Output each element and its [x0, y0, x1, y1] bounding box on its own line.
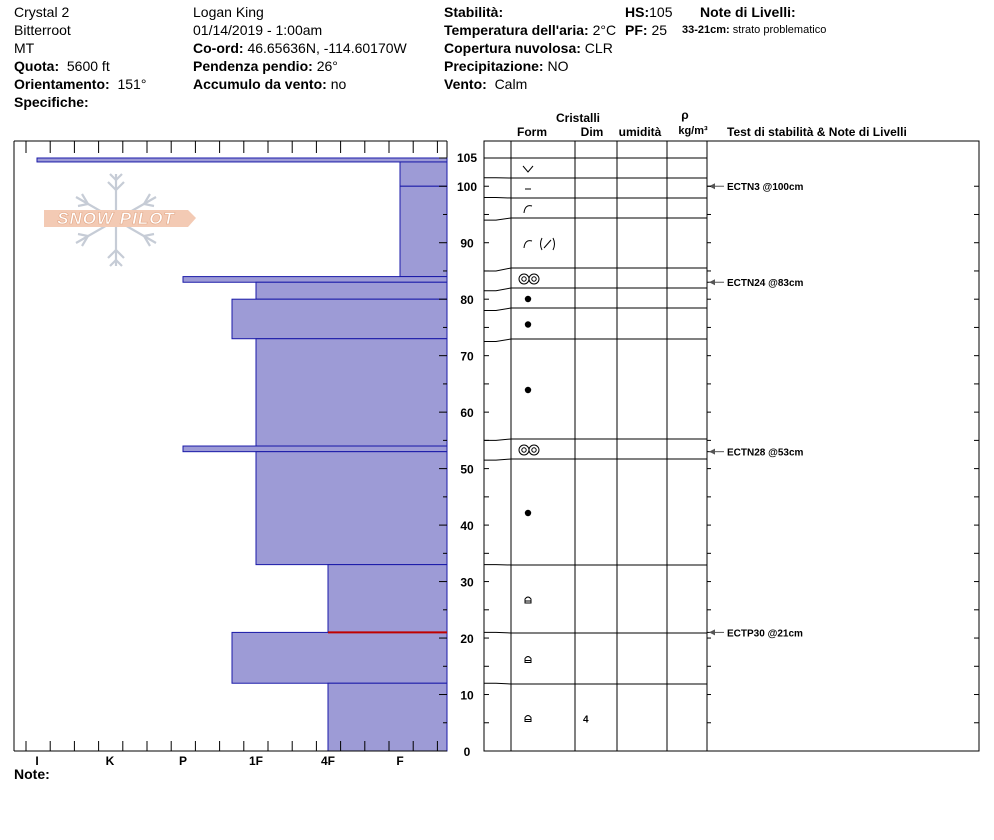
sky-label: Copertura nuvolosa: [444, 40, 581, 56]
decomposing-fragment-icon [524, 206, 532, 213]
height-tick-label: 20 [460, 632, 474, 647]
hardness-layer [328, 683, 447, 751]
height-tick-label: 60 [460, 406, 474, 421]
hardness-layer [232, 299, 447, 339]
hardness-layer [400, 186, 447, 276]
height-tick-label: 0 [463, 745, 471, 759]
rounded-grain-icon [525, 296, 531, 302]
paren-close-icon [553, 238, 555, 250]
layer-connector [484, 459, 511, 460]
hardness-tick-label: F [396, 754, 404, 768]
notes-label: Note: [14, 766, 50, 782]
hardness-tick-label: P [178, 754, 188, 768]
pf-value: 25 [651, 22, 668, 38]
decomposing-fragment-icon [524, 241, 532, 248]
header-size: Dim [580, 125, 604, 139]
paren-open-icon [541, 238, 543, 250]
crystal-size: 4 [583, 714, 589, 726]
layer-note-text: strato problematico [732, 24, 827, 36]
melt-form-icon [525, 657, 531, 663]
observer-name: Logan King [193, 4, 264, 20]
layer-notes-title: Note di Livelli: [700, 4, 796, 20]
layer-connector [484, 683, 511, 684]
hardness-layer [183, 277, 447, 283]
header-moisture: umidità [618, 125, 662, 139]
hardness-tick-label: I [35, 754, 39, 768]
height-tick-label: 70 [460, 349, 474, 364]
double-circle-icon [519, 274, 529, 284]
stability-test-label: ECTP30 @21cm [727, 628, 803, 640]
hs-label: HS: [625, 4, 650, 20]
specifics-label: Specifiche: [14, 94, 89, 110]
hs-value: 105 [649, 4, 673, 20]
layer-note-range: 33-21cm: [682, 24, 730, 36]
hardness-layer [256, 282, 447, 299]
stability-test-label: ECTN3 @100cm [727, 182, 804, 194]
header-form: Form [517, 125, 547, 139]
hardness-layer [328, 565, 447, 633]
hardness-tick-label: 1F [248, 754, 264, 768]
melt-form-icon [525, 597, 531, 603]
header-rho: ρ [681, 108, 689, 122]
faceted-slash-icon [544, 240, 551, 248]
wind-load-label: Accumulo da vento: [193, 76, 327, 92]
observation-datetime: 01/14/2019 - 1:00am [193, 22, 323, 38]
height-tick-label: 105 [456, 151, 478, 165]
double-circle-icon [519, 445, 529, 455]
stability-test-label: ECTN24 @83cm [727, 278, 804, 290]
coord-label: Co-ord: [193, 40, 244, 56]
slope-label: Pendenza pendio: [193, 58, 313, 74]
height-tick-label: 30 [460, 575, 474, 590]
height-tick-label: 100 [456, 180, 478, 195]
table-frame [484, 141, 979, 751]
double-circle-inner [522, 277, 526, 281]
sky-value: CLR [584, 40, 613, 56]
hardness-tick-label: K [105, 754, 115, 768]
aspect-value: 151° [117, 76, 147, 92]
wind-label: Vento: [444, 76, 487, 92]
hardness-layer [37, 158, 447, 162]
double-circle-inner [532, 277, 536, 281]
hardness-layer [232, 632, 447, 683]
logo-text: SNOW PILOT [57, 209, 175, 228]
double-circle-inner [522, 448, 526, 452]
layer-connector [484, 288, 511, 291]
hardness-tick-label: 4F [320, 754, 336, 768]
header-density-unit: kg/m³ [678, 125, 708, 137]
hardness-graph [14, 141, 477, 768]
rounded-grain-icon [525, 387, 531, 393]
elevation-label: Quota: [14, 58, 60, 74]
hardness-layer [256, 452, 447, 565]
layer-connector [484, 218, 511, 220]
coord-value: 46.65636N, -114.60170W [247, 40, 407, 56]
height-tick-label: 80 [460, 293, 474, 308]
precip-label: Precipitazione: [444, 58, 544, 74]
test-arrowhead [709, 279, 715, 285]
air-temp-label: Temperatura dell'aria: [444, 22, 589, 38]
test-arrowhead [709, 629, 715, 635]
hardness-layer [256, 339, 447, 446]
height-tick-label: 40 [460, 519, 474, 534]
location-name: Crystal 2 [14, 4, 70, 20]
pf-label: PF: [625, 22, 648, 38]
elevation-value: 5600 ft [66, 58, 110, 74]
test-arrowhead [709, 449, 715, 455]
header-crystals: Cristalli [555, 111, 601, 125]
surface-hoar-icon [523, 166, 533, 172]
state-name: MT [14, 40, 35, 56]
air-temp-value: 2°C [592, 22, 617, 38]
layer-connector [484, 308, 511, 310]
hardness-layer [183, 446, 447, 452]
crystal-table [484, 141, 979, 751]
wind-load-value: no [330, 76, 347, 92]
height-tick-label: 10 [460, 688, 474, 703]
header-tests: Test di stabilità & Note di Livelli [727, 125, 907, 139]
wind-value: Calm [494, 76, 528, 92]
range-name: Bitterroot [14, 22, 71, 38]
stability-test-label: ECTN28 @53cm [727, 447, 804, 459]
slope-value: 26° [316, 58, 338, 74]
layer-connector [484, 632, 511, 633]
layer-connector [484, 339, 511, 342]
melt-form-icon [525, 716, 531, 722]
rounded-grain-icon [525, 321, 531, 327]
rounded-grain-icon [525, 510, 531, 516]
stability-label: Stabilità: [444, 4, 504, 20]
double-circle-icon [529, 445, 539, 455]
hardness-layer [400, 162, 447, 186]
height-tick-label: 90 [460, 236, 474, 251]
double-circle-inner [532, 448, 536, 452]
height-tick-label: 50 [460, 462, 474, 477]
aspect-label: Orientamento: [14, 76, 110, 92]
double-circle-icon [529, 274, 539, 284]
precip-value: NO [547, 58, 569, 74]
